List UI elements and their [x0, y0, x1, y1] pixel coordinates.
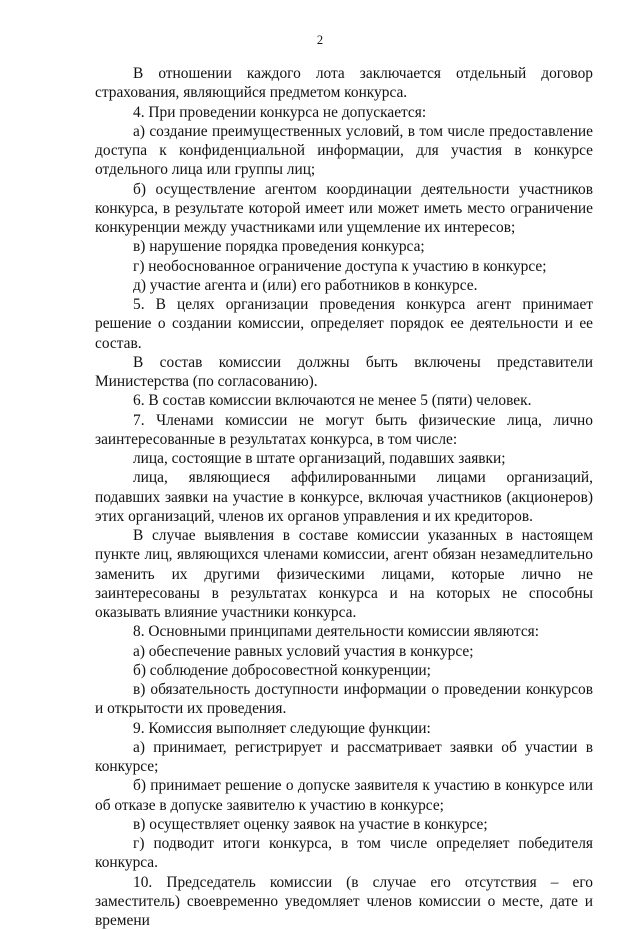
- paragraph: 9. Комиссия выполняет следующие функции:: [95, 719, 593, 738]
- paragraph: д) участие агента и (или) его работников в конкурсе.: [95, 276, 593, 295]
- paragraph: г) подводит итоги конкурса, в том числе определяет победителя конкурса.: [95, 834, 593, 873]
- paragraph: 7. Членами комиссии не могут быть физические лица, лично заинтересованные в результатах конкурса, в том числе:: [95, 411, 593, 450]
- paragraph: 6. В состав комиссии включаются не менее 5 (пяти) человек.: [95, 391, 593, 410]
- paragraph: г) необоснованное ограничение доступа к участию в конкурсе;: [95, 257, 593, 276]
- paragraph: 8. Основными принципами деятельности комиссии являются:: [95, 622, 593, 641]
- paragraph: В случае выявления в составе комиссии указанных в настоящем пункте лиц, являющихся членами комиссии, агент обязан незамедлительно заменить их другими физическими лицами, которые лично не заинтересованы в результатах конкурса и на которых не способны оказывать влияние участники конкурса.: [95, 526, 593, 622]
- paragraph: 10. Председатель комиссии (в случае его отсутствия – его заместитель) своевременно уведомляет членов комиссии о месте, дате и времени: [95, 873, 593, 930]
- paragraph: В отношении каждого лота заключается отдельный договор страхования, являющийся предметом конкурса.: [95, 64, 593, 103]
- paragraph: б) принимает решение о допуске заявителя к участию в конкурсе или об отказе в допуске заявителю к участию в конкурсе;: [95, 776, 593, 815]
- paragraph: б) соблюдение добросовестной конкуренции;: [95, 661, 593, 680]
- paragraph: В состав комиссии должны быть включены представители Министерства (по согласованию).: [95, 353, 593, 392]
- paragraph: в) нарушение порядка проведения конкурса;: [95, 237, 593, 256]
- paragraph: лица, являющиеся аффилированными лицами организаций, подавших заявки на участие в конкурсе, включая участников (акционеров) этих организаций, членов их органов управления и их кредиторов.: [95, 468, 593, 526]
- paragraph: б) осуществление агентом координации деятельности участников конкурса, в результате которой имеет или может иметь место ограничение конкуренции между участниками или ущемление их интересов;: [95, 180, 593, 238]
- paragraph: а) обеспечение равных условий участия в конкурсе;: [95, 642, 593, 661]
- paragraph: в) осуществляет оценку заявок на участие в конкурсе;: [95, 815, 593, 834]
- paragraph: а) создание преимущественных условий, в том числе предоставление доступа к конфиденциальной информации, для участия в конкурсе отдельного лица или группы лиц;: [95, 122, 593, 180]
- paragraph: 4. При проведении конкурса не допускается:: [95, 103, 593, 122]
- paragraph: а) принимает, регистрирует и рассматривает заявки об участии в конкурсе;: [95, 738, 593, 777]
- paragraph: 5. В целях организации проведения конкурса агент принимает решение о создании комиссии, определяет порядок ее деятельности и ее состав.: [95, 295, 593, 353]
- page-number: 2: [47, 33, 593, 48]
- paragraph: в) обязательность доступности информации о проведении конкурсов и открытости их проведения.: [95, 680, 593, 719]
- paragraph: лица, состоящие в штате организаций, подавших заявки;: [95, 449, 593, 468]
